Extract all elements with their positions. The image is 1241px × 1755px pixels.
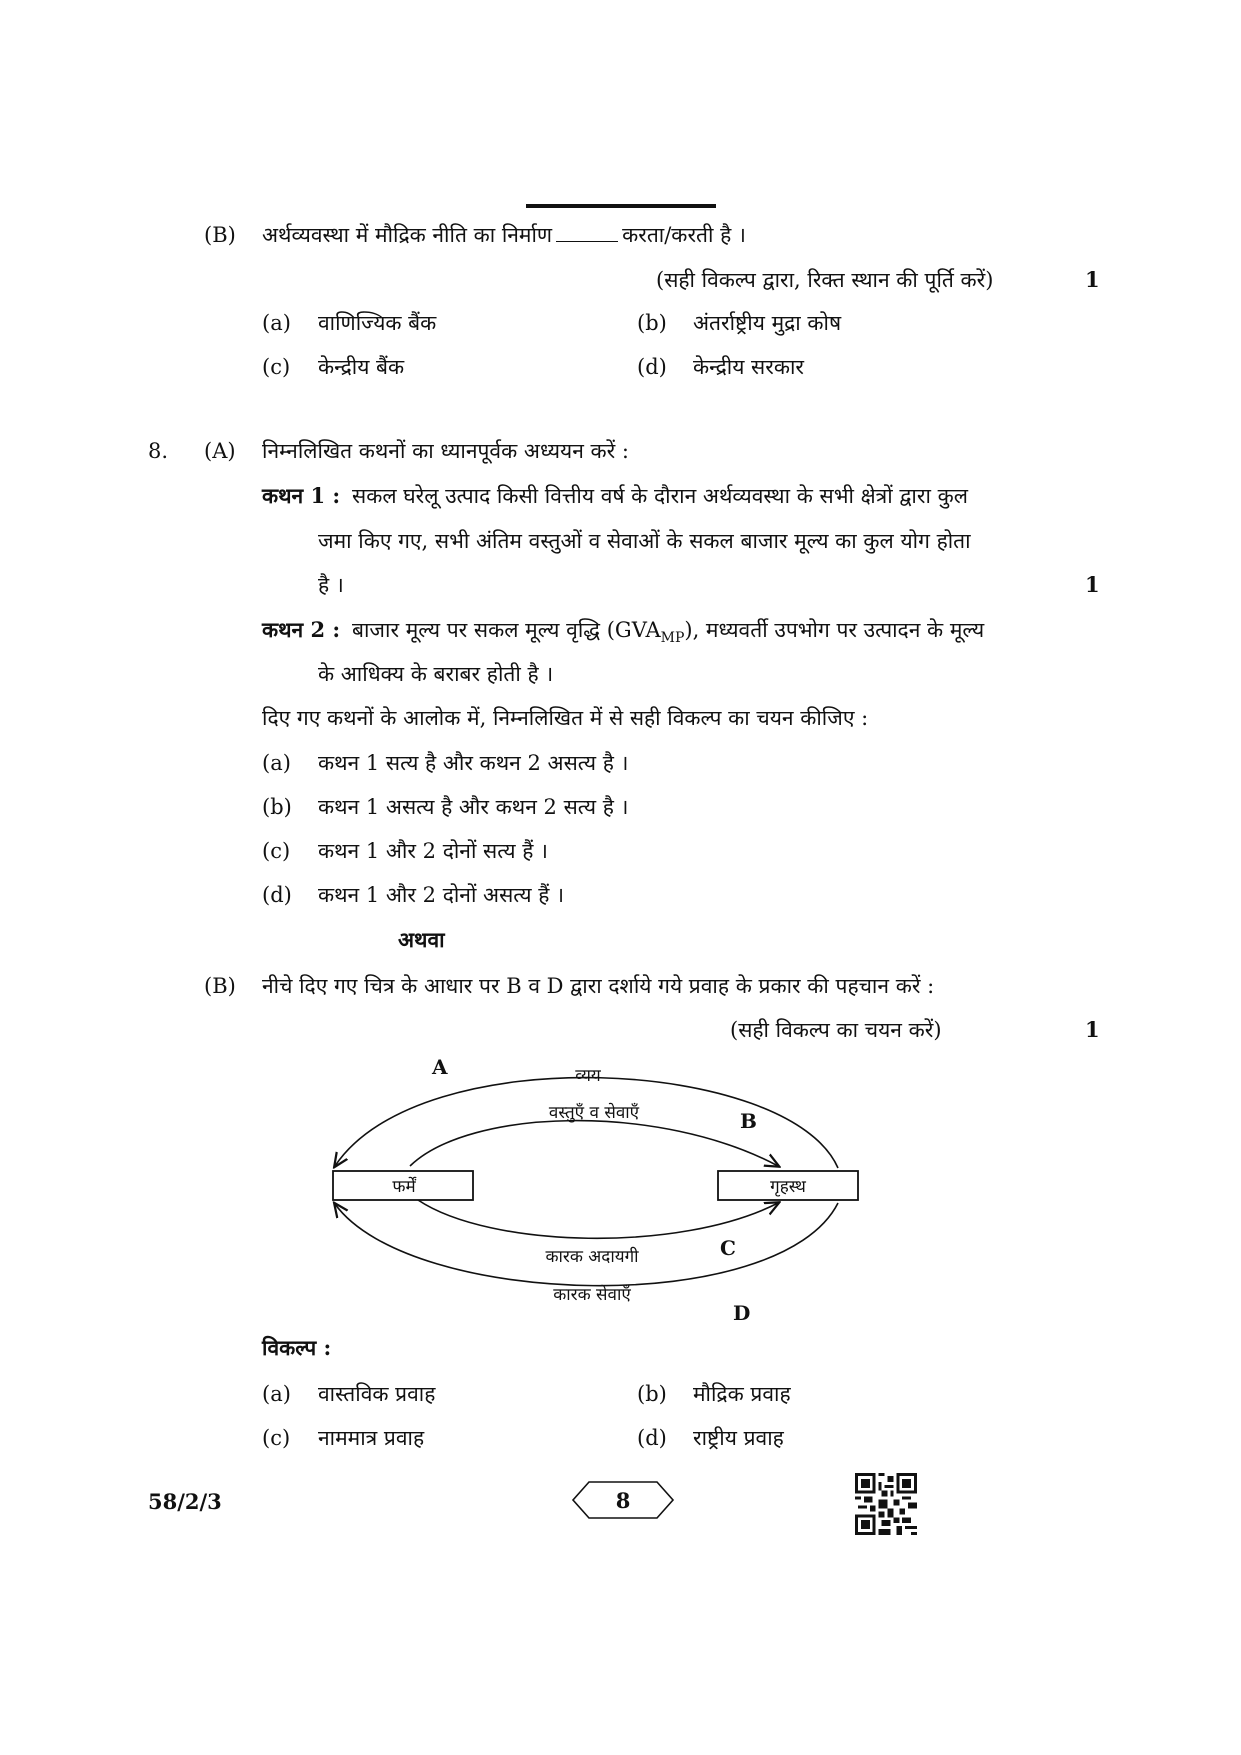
- q8a-prompt: दिए गए कथनों के आलोक में, निम्नलिखित में से सही विकल्प का चयन कीजिए :: [262, 706, 869, 730]
- q8b-options-heading: विकल्प :: [262, 1335, 332, 1360]
- q8b-option-b-text: मौद्रिक प्रवाह: [693, 1382, 791, 1406]
- q7b-option-c-text: केन्द्रीय बैंक: [318, 355, 405, 379]
- q8b-option-c-text: नाममात्र प्रवाह: [318, 1426, 425, 1450]
- firms-label: फर्में: [392, 1177, 416, 1197]
- statement2-line2: के आधिक्य के बराबर होती है ।: [318, 662, 554, 686]
- or-separator: अथवा: [398, 927, 445, 952]
- statement1-line3: है ।: [318, 573, 344, 597]
- flow-b-arc: [410, 1121, 778, 1166]
- q8b-option-b-label: (b): [637, 1382, 667, 1406]
- flow-label-a: A: [432, 1055, 448, 1079]
- q7b-text-before: अर्थव्यवस्था में मौद्रिक नीति का निर्माण: [262, 223, 553, 247]
- q7b-label: (B): [204, 223, 236, 247]
- q7b-instruction: (सही विकल्प द्वारा, रिक्त स्थान की पूर्ति करें): [656, 268, 994, 292]
- q7b-option-d-text: केन्द्रीय सरकार: [693, 355, 805, 379]
- q8a-option-b-text: कथन 1 असत्य है और कथन 2 सत्य है ।: [318, 795, 629, 819]
- statement2-line1: [352, 616, 984, 652]
- q8a-option-a-text: कथन 1 सत्य है और कथन 2 असत्य है ।: [318, 751, 629, 775]
- flow-d-arc: [335, 1203, 838, 1286]
- q8b-question: नीचे दिए गए चित्र के आधार पर B व D द्वारा दर्शाये गये प्रवाह के प्रकार की पहचान करें :: [262, 974, 935, 998]
- statement1-label: कथन 1 :: [262, 483, 341, 508]
- q8b-option-a-label: (a): [262, 1382, 291, 1406]
- q8a-intro: निम्नलिखित कथनों का ध्यानपूर्वक अध्ययन करें :: [262, 439, 629, 463]
- page-number-badge: [571, 1480, 675, 1520]
- q8a-option-c-text: कथन 1 और 2 दोनों सत्य हैं ।: [318, 839, 548, 863]
- statement2-text-before: बाजार मूल्य पर सकल मूल्य वृद्धि (GVA: [352, 618, 661, 642]
- q8-number: 8.: [148, 439, 169, 463]
- q8a-marks: 1: [1085, 572, 1100, 597]
- statement1-line1: सकल घरेलू उत्पाद किसी वित्तीय वर्ष के दौरान अर्थव्यवस्था के सभी क्षेत्रों द्वारा कुल: [352, 484, 968, 508]
- q8b-instruction: (सही विकल्प का चयन करें): [730, 1018, 942, 1042]
- q7b-marks: 1: [1085, 267, 1100, 292]
- paper-code: 58/2/3: [148, 1489, 222, 1514]
- statement2-text-after: ), मध्यवर्ती उपभोग पर उत्पादन के मूल्य: [684, 618, 985, 642]
- q7b-text-after: करता/करती है ।: [622, 223, 746, 247]
- statement1-line2: जमा किए गए, सभी अंतिम वस्तुओं व सेवाओं के सकल बाजार मूल्य का कुल योग होता: [318, 529, 971, 553]
- q8b-label: (B): [204, 974, 236, 998]
- q7b-option-c-label: (c): [262, 355, 291, 379]
- flow-label-c: C: [720, 1236, 736, 1260]
- q8a-option-d-label: (d): [262, 883, 292, 907]
- q7b-option-a-text: वाणिज्यिक बैंक: [318, 311, 437, 335]
- statement2-label: कथन 2 :: [262, 617, 341, 642]
- q8a-label: (A): [204, 439, 236, 463]
- q7b-option-a-label: (a): [262, 311, 291, 335]
- q7b-option-b-text: अंतर्राष्ट्रीय मुद्रा कोष: [693, 311, 842, 335]
- q8a-option-a-label: (a): [262, 751, 291, 775]
- goods-services-label: वस्तुएँ व सेवाएँ: [548, 1103, 640, 1123]
- section-divider-rule: [526, 204, 716, 208]
- factor-services-label: कारक सेवाएँ: [553, 1285, 631, 1305]
- flow-label-d: D: [733, 1301, 751, 1325]
- q8b-option-a-text: वास्तविक प्रवाह: [318, 1382, 436, 1406]
- q8b-marks: 1: [1085, 1017, 1100, 1042]
- q7b-question: [262, 221, 746, 249]
- households-label: गृहस्थ: [770, 1177, 806, 1197]
- gva-subscript: MP: [660, 630, 685, 647]
- q7b-option-d-label: (d): [637, 355, 667, 379]
- q8b-option-d-text: राष्ट्रीय प्रवाह: [693, 1426, 784, 1450]
- expenditure-label: व्यय: [575, 1066, 601, 1086]
- q8a-option-d-text: कथन 1 और 2 दोनों असत्य हैं ।: [318, 883, 565, 907]
- q8a-option-c-label: (c): [262, 839, 291, 863]
- page-number: 8: [615, 1488, 631, 1513]
- qr-code-icon: [855, 1473, 917, 1535]
- factor-payment-label: कारक अदायगी: [545, 1247, 639, 1267]
- q8b-option-c-label: (c): [262, 1426, 291, 1450]
- circular-flow-diagram: [320, 1048, 880, 1328]
- q8b-option-d-label: (d): [637, 1426, 667, 1450]
- fill-blank: [556, 223, 618, 242]
- flow-c-arc: [418, 1200, 778, 1238]
- flow-label-b: B: [740, 1109, 757, 1133]
- q8a-option-b-label: (b): [262, 795, 292, 819]
- q7b-option-b-label: (b): [637, 311, 667, 335]
